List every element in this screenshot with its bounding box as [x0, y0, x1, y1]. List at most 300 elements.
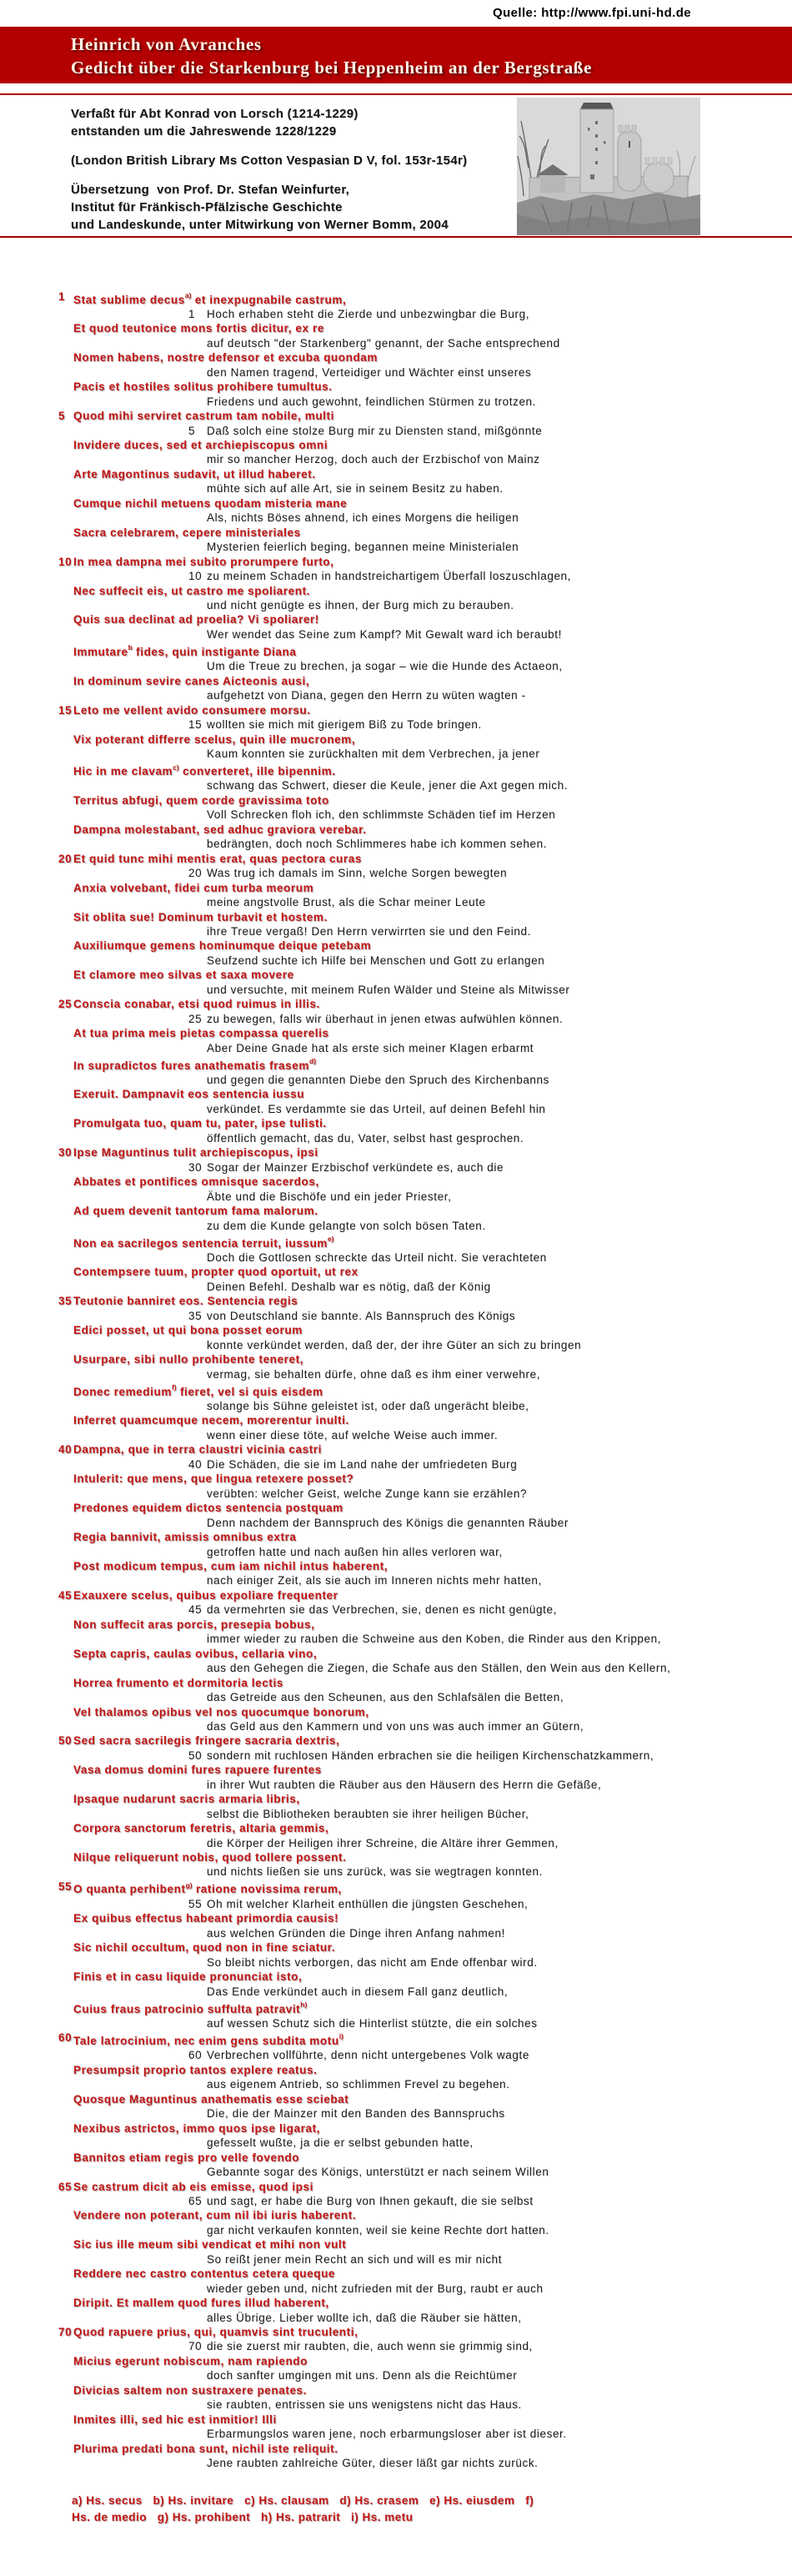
verse-text: konnte verkündet werden, daß der, der ihre Güter an sich zu bringen — [207, 1338, 582, 1351]
german-line — [0, 2427, 792, 2441]
verse-text: Bannitos etiam regis pro velle fovendo — [73, 2151, 300, 2164]
latin-line — [0, 910, 792, 924]
verse-number: 1 — [188, 307, 196, 320]
verse-number: 25 — [58, 998, 73, 1011]
verse-text: da vermehrten sie das Verbrechen, sie, denen es nicht genügte, — [207, 1603, 557, 1617]
german-line — [0, 1719, 792, 1733]
verse-text: Vel thalamos opibus vel nos quocumque bonorum, — [73, 1705, 369, 1718]
verse-number: 65 — [58, 2180, 73, 2193]
verse-text: das Getreide aus den Scheunen, aus den Schlafsälen die Betten, — [207, 1691, 564, 1704]
latin-line — [0, 1352, 792, 1366]
verse-text: Nomen habens, nostre defensor et excuba quondam — [73, 351, 378, 365]
verse-text: nach einiger Zeit, als sie auch im Inneren nichts mehr hatten, — [207, 1574, 542, 1587]
latin-line — [0, 2237, 792, 2251]
verse-text: Quod mihi serviret castrum tam nobile, multi — [73, 410, 334, 423]
verse-text: Was trug ich damals im Sinn, welche Sorgen bewegten — [207, 867, 508, 880]
latin-line — [0, 496, 792, 511]
german-line — [0, 2282, 792, 2296]
verse-text: Kaum konnten sie zurückhalten mit dem Verbrechen, ja jener — [207, 747, 540, 761]
verse-text: aus welchen Gründen die Dinge ihren Anfang nahmen! — [207, 1926, 505, 1940]
verse-text: auf wessen Schutz sich die Hinterlist stützte, die ein solches — [207, 2017, 538, 2030]
verse-number: 55 — [58, 1879, 73, 1893]
verse-number: 30 — [58, 1146, 73, 1160]
german-line — [0, 808, 792, 822]
verse-text: Immutare$^b$ fides, quin instigante Diana — [73, 643, 297, 658]
verse-text: Deinen Befehl. Deshalb war es nötig, daß der König — [207, 1280, 491, 1293]
latin-line — [0, 852, 792, 866]
verse-text: In mea dampna mei subito prorumpere furto, — [73, 555, 334, 568]
verse-text: aus den Gehegen die Ziegen, die Schafe aus den Ställen, den Wein aus den Kellern, — [207, 1662, 671, 1675]
latin-line — [0, 2121, 792, 2136]
text-line: Verfaßt für Abt Konrad von Lorsch (1214-1229) — [71, 107, 358, 121]
latin-line — [0, 2354, 792, 2368]
verse-text: verübten: welcher Geist, welche Zunge kann sie erzählen? — [207, 1487, 528, 1500]
verse-number: 10 — [58, 555, 73, 568]
latin-line — [0, 1472, 792, 1486]
verse-number: 1 — [58, 290, 66, 303]
verse-text: Sit oblita sue! Dominum turbavit et hostem. — [73, 910, 328, 923]
verse-text: gefesselt wußte, ja die er selbst gebunden hatte, — [207, 2136, 474, 2150]
verse-number: 30 — [188, 1160, 203, 1174]
german-line — [0, 2223, 792, 2237]
verse-text: Erbarmungslos waren jene, noch erbarmungsloser aber ist dieser. — [207, 2428, 567, 2441]
german-line — [0, 1632, 792, 1646]
verse-text: Exauxere scelus, quibus expoliare frequenter — [73, 1588, 338, 1602]
german-line — [0, 2252, 792, 2267]
verse-number: 35 — [58, 1295, 73, 1308]
verse-text: gar nicht verkaufen konnten, weil sie keine Rechte dort hatten. — [207, 2223, 549, 2236]
verse-text: Mysterien feierlich beging, begannen meine Ministerialen — [207, 541, 519, 554]
verse-text: Hic in me clavam$^{c)}$ converteret, ille bipennim. — [73, 762, 336, 777]
german-line — [0, 1428, 792, 1442]
verse-number: 70 — [58, 2326, 73, 2339]
latin-line — [0, 881, 792, 895]
latin-line — [0, 823, 792, 837]
latin-line — [0, 1705, 792, 1719]
verse-text: Inferret quamcumque necem, morerentur inulti. — [73, 1414, 349, 1427]
text-line: (London British Library Ms Cotton Vespasian D V, fol. 153r-154r) — [71, 153, 468, 168]
verse-text: Corpora sanctorum feretris, altaria gemmis, — [73, 1822, 329, 1835]
verse-text: Friedens und auch gewohnt, feindlichen Stürmen zu trotzen. — [207, 395, 537, 408]
verse-text: Quod rapuere prius, qui, quamvis sint truculenti, — [73, 2326, 358, 2339]
verse-text: Ipsaque nudarunt sacris armaria libris, — [73, 1793, 300, 1806]
german-line — [0, 2136, 792, 2150]
latin-line — [0, 1879, 792, 1897]
verse-text: Quosque Maguntinus anathematis esse sciebat — [73, 2092, 349, 2106]
latin-line — [0, 938, 792, 953]
verse-text: Se castrum dicit ab eis emisse, quod ipsi — [73, 2180, 313, 2193]
latin-line — [0, 1381, 792, 1399]
verse-text: Invidere duces, sed et archiepiscopus omni — [73, 439, 328, 452]
latin-line — [0, 1999, 792, 2016]
verse-text: bedrängten, doch noch Schlimmeres habe ich kommen sehen. — [207, 838, 548, 851]
footnote-marker: c) — [173, 762, 179, 772]
german-line — [0, 2194, 792, 2208]
latin-line — [0, 968, 792, 982]
poem — [0, 289, 792, 2471]
german-line — [0, 1748, 792, 1763]
verse-number: 70 — [188, 2340, 203, 2353]
latin-line — [0, 526, 792, 540]
verse-text: und versuchte, mit meinem Rufen Wälder und Steine als Mitwisser — [207, 983, 570, 996]
verse-text: Leto me vellent avido consumere morsu. — [73, 703, 311, 717]
latin-line — [0, 2063, 792, 2077]
footnote-marker: d) — [309, 1057, 317, 1066]
german-line — [0, 2339, 792, 2353]
latin-line — [0, 1821, 792, 1835]
german-line — [0, 778, 792, 792]
verse-text: Als, nichts Böses ahnend, ich eines Morgens die heiligen — [207, 511, 519, 525]
latin-line — [0, 409, 792, 423]
verse-text: und gegen die genannten Diebe den Spruch des Kirchenbanns — [207, 1074, 549, 1087]
verse-number: 45 — [188, 1603, 203, 1617]
verse-text: mir so mancher Herzog, doch auch der Erzbischof von Mainz — [207, 453, 540, 466]
verse-text: Gebannte sogar des Königs, unterstützt er nach seinem Willen — [207, 2166, 549, 2179]
verse-text: selbst die Bibliotheken beraubten sie ihrer heiligen Bücher, — [207, 1807, 529, 1820]
latin-line — [0, 641, 792, 659]
verse-number: 35 — [188, 1309, 203, 1322]
german-line — [0, 1836, 792, 1850]
latin-line — [0, 1204, 792, 1218]
verse-text: Usurpare, sibi nullo prohibente teneret, — [73, 1353, 304, 1366]
verse-text: Nec suffecit eis, ut castro me spoliarent. — [73, 584, 311, 597]
verse-number: 15 — [58, 703, 73, 717]
footnote-marker: f) — [171, 1383, 177, 1392]
verse-text: Arte Magontinus sudavit, ut illud haberet. — [73, 467, 316, 480]
verse-text: Micius egerunt nobiscum, nam rapiendo — [73, 2354, 308, 2367]
verse-text: mühte sich auf alle Art, sie in seinem Besitz zu haben. — [207, 482, 504, 496]
verse-text: Nexibus astrictos, immo quos ipse ligarat, — [73, 2121, 321, 2135]
verse-number: 40 — [188, 1457, 203, 1471]
german-line — [0, 598, 792, 612]
latin-line — [0, 2030, 792, 2048]
latin-line — [0, 2151, 792, 2165]
verse-text: vermag, sie behalten dürfe, ohne daß es ihm einer verwehre, — [207, 1367, 541, 1381]
german-line — [0, 659, 792, 673]
latin-line — [0, 1442, 792, 1457]
german-line — [0, 1690, 792, 1704]
verse-text: öffentlich gemacht, das du, Vater, selbst hast gesprochen. — [207, 1131, 524, 1145]
verse-text: Verbrechen vollführte, denn nicht untergebenes Volk wagte — [207, 2049, 529, 2062]
verse-text: Finis et in casu liquide pronunciat isto, — [73, 1970, 303, 1984]
latin-line — [0, 1850, 792, 1864]
verse-text: sondern mit ruchlosen Händen erbrachen sie die heiligen Kirchenschatzkammern, — [207, 1748, 654, 1762]
verse-text: die sie zuerst mir raubten, die, auch wenn sie grimmig sind, — [207, 2340, 533, 2353]
footnote-marker: i) — [338, 2032, 343, 2041]
german-line — [0, 837, 792, 851]
verse-text: zu dem die Kunde gelangte von solch bösen Taten. — [207, 1219, 486, 1232]
verse-text: Dampna, que in terra claustri vicinia castri — [73, 1443, 323, 1457]
latin-line — [0, 438, 792, 452]
verse-text: Diripit. Et mallem quod fures illud haberent, — [73, 2297, 329, 2310]
verse-text: Inmites illi, sed hic est inmitior! Illi — [73, 2412, 277, 2426]
latin-line — [0, 2296, 792, 2310]
latin-line — [0, 380, 792, 394]
verse-text: So reißt jener mein Recht an sich und will es mir nicht — [207, 2252, 503, 2266]
verse-text: Quis sua declinat ad proelia? Vi spoliarer! — [73, 613, 319, 626]
german-line — [0, 481, 792, 496]
verse-text: Ex quibus effectus habeant primordia causis! — [73, 1912, 339, 1925]
latin-line — [0, 1733, 792, 1748]
verse-text: Das Ende verkündet auch in diesem Fall ganz deutlich, — [207, 1985, 509, 1998]
verse-number: 5 — [188, 424, 196, 437]
german-line — [0, 717, 792, 732]
verse-number: 5 — [58, 410, 66, 423]
german-line — [0, 2397, 792, 2412]
latin-line — [0, 1265, 792, 1279]
german-line — [0, 1955, 792, 1970]
verse-text: Abbates et pontifices omnisque sacerdos, — [73, 1175, 319, 1189]
latin-line — [0, 2442, 792, 2456]
german-line — [0, 953, 792, 968]
verse-text: Die, die der Mainzer mit den Banden des Bannspruchs — [207, 2107, 505, 2121]
verse-text: wenn einer diese töte, auf welche Weise auch immer. — [207, 1428, 499, 1441]
verse-text: aufgehetzt von Diana, gegen den Herrn zu wüten wagten - — [207, 689, 526, 702]
verse-text: wollten sie mich mit gierigem Biß zu Tode bringen. — [207, 718, 482, 732]
verse-number: 20 — [188, 867, 203, 880]
verse-text: auf deutsch "der Starkenberg" genannt, der Sache entsprechend — [207, 336, 560, 350]
text-line: Übersetzung von Prof. Dr. Stefan Weinfurter, — [71, 183, 350, 197]
verse-text: Voll Schrecken floh ich, den schlimmste Schäden tief im Herzen — [207, 808, 556, 822]
footnotes — [72, 2493, 534, 2526]
german-line — [0, 627, 792, 641]
german-line — [0, 424, 792, 438]
german-line — [0, 1778, 792, 1792]
text-line: entstanden um die Jahreswende 1228/1229 — [71, 124, 337, 138]
german-line — [0, 895, 792, 909]
german-line — [0, 395, 792, 409]
verse-text: Denn nachdem der Bannspruch des Königs die genannten Räuber — [207, 1516, 569, 1529]
latin-line — [0, 1647, 792, 1661]
german-line — [0, 1102, 792, 1116]
page-title: Heinrich von Avranches — [71, 34, 262, 54]
german-line — [0, 1399, 792, 1413]
verse-text: Et quid tunc mihi mentis erat, quas pectora curas — [73, 852, 362, 865]
verse-text: Seufzend suchte ich Hilfe bei Menschen und Gott zu erlangen — [207, 953, 545, 967]
latin-line — [0, 703, 792, 717]
german-line — [0, 1131, 792, 1145]
latin-line — [0, 321, 792, 335]
verse-text: Exeruit. Dampnavit eos sentencia iussu — [73, 1088, 305, 1101]
latin-line — [0, 1294, 792, 1308]
verse-text: ihre Treue vergaß! Den Herrn verwirrten sie und den Feind. — [207, 924, 531, 938]
title-banner — [0, 27, 792, 83]
german-line — [0, 1160, 792, 1175]
german-line — [0, 866, 792, 880]
verse-text: Oh mit welcher Klarheit enthüllen die jüngsten Geschehen, — [207, 1897, 529, 1910]
latin-line — [0, 1055, 792, 1073]
verse-text: O quanta perhibent$^{g)}$ ratione novissima rerum, — [73, 1880, 342, 1896]
latin-line — [0, 1175, 792, 1189]
verse-text: schwang das Schwert, dieser die Keule, jener die Axt gegen mich. — [207, 779, 569, 792]
german-line — [0, 1661, 792, 1675]
latin-line — [0, 1618, 792, 1632]
verse-number: 50 — [58, 1734, 73, 1748]
footnote-marker: b — [128, 643, 133, 652]
german-line — [0, 924, 792, 938]
verse-number: 20 — [58, 852, 73, 865]
verse-text: doch sanfter umgingen mit uns. Denn als die Reichtümer — [207, 2369, 518, 2382]
verse-text: alles Übrige. Lieber wollte ich, daß die Räuber sie hätten, — [207, 2311, 522, 2324]
latin-line — [0, 555, 792, 569]
german-line — [0, 2077, 792, 2091]
verse-text: Vix poterant differre scelus, quin ille mucronem, — [73, 732, 356, 746]
verse-text: Intulerit: que mens, que lingua retexere posset? — [73, 1472, 354, 1486]
german-line — [0, 511, 792, 525]
verse-text: In supradictos fures anathematis frasem$^{d)}$ — [73, 1057, 317, 1072]
latin-line — [0, 1087, 792, 1101]
verse-text: Doch die Gottlosen schreckte das Urteil nicht. Sie verachteten — [207, 1250, 547, 1264]
starkenburg-photo — [517, 98, 700, 235]
verse-text: und nichts ließen sie uns zurück, was sie wegtragen konnten. — [207, 1865, 543, 1879]
german-line — [0, 365, 792, 380]
latin-line — [0, 997, 792, 1011]
german-line — [0, 983, 792, 997]
german-line — [0, 569, 792, 583]
verse-text: Hoch erhaben steht die Zierde und unbezwingbar die Burg, — [207, 307, 530, 320]
verse-text: Dampna molestabant, sed adhuc graviora verebar. — [73, 823, 367, 836]
verse-text: Ipse Maguntinus tulit archiepiscopus, ipsi — [73, 1146, 318, 1160]
german-line — [0, 1516, 792, 1530]
verse-text: zu bewegen, falls wir überhaut in jenen etwas aufwühlen können. — [207, 1012, 564, 1025]
german-line — [0, 1457, 792, 1472]
header-text-column — [71, 105, 467, 245]
verse-text: den Namen tragend, Verteidiger und Wächter einst unseres — [207, 365, 532, 379]
header-translation-block — [71, 181, 467, 234]
verse-text: Territus abfugi, quem corde gravissima toto — [73, 793, 329, 807]
german-line — [0, 336, 792, 350]
verse-text: Vendere non poterant, cum nil ibi iuris haberent. — [73, 2209, 357, 2222]
verse-text: Äbte und die Bischöfe und ein jeder Priester, — [207, 1190, 452, 1203]
german-line — [0, 1280, 792, 1294]
latin-line — [0, 1116, 792, 1130]
latin-line — [0, 1323, 792, 1337]
verse-number: 60 — [58, 2031, 73, 2045]
latin-line — [0, 1501, 792, 1515]
verse-text: So bleibt nichts verborgen, das nicht am Ende offenbar wird. — [207, 1955, 538, 1969]
german-line — [0, 1487, 792, 1501]
text-line: Hs. de medio g) Hs. prohibent h) Hs. patrarit i) Hs. metu — [72, 2511, 414, 2523]
verse-text: Contempsere tuum, propter quod oportuit, ut rex — [73, 1265, 358, 1279]
verse-text: Jene raubten zahlreiche Güter, dieser läßt gar nichts zurück. — [207, 2457, 539, 2470]
verse-text: Non suffecit aras porcis, presepia bobus, — [73, 1618, 315, 1631]
verse-text: Regia bannivit, amissis omnibus extra — [73, 1531, 297, 1544]
header-author-block — [71, 105, 467, 140]
verse-text: verkündet. Es verdammte sie das Urteil, auf deinen Befehl hin — [207, 1102, 546, 1115]
verse-text: Sacra celebrarem, cepere ministeriales — [73, 526, 301, 539]
verse-text: Cuius fraus patrocinio suffulta patravit$^{h)}$ — [73, 2000, 308, 2015]
verse-number: 40 — [58, 1443, 73, 1457]
verse-text: Sic nichil occultum, quod non in fine sciatur. — [73, 1941, 336, 1955]
german-line — [0, 747, 792, 761]
latin-line — [0, 2325, 792, 2339]
verse-text: sie raubten, entrissen sie uns wenigstens nicht das Haus. — [207, 2398, 522, 2412]
verse-text: Daß solch eine stolze Burg mir zu Diensten stand, mißgönnte — [207, 424, 543, 437]
verse-number: 65 — [188, 2194, 203, 2207]
verse-text: Promulgata tuo, quam tu, pater, ipse tulisti. — [73, 1117, 327, 1130]
verse-number: 60 — [188, 2049, 203, 2062]
latin-line — [0, 1559, 792, 1573]
german-line — [0, 307, 792, 321]
latin-line — [0, 2412, 792, 2427]
latin-line — [0, 1145, 792, 1160]
page-subtitle: Gedicht über die Starkenburg bei Heppenheim an der Bergstraße — [71, 58, 592, 78]
verse-text: Um die Treue zu brechen, ja sogar – wie die Hunde des Actaeon, — [207, 660, 563, 673]
latin-line — [0, 2092, 792, 2106]
verse-text: Et clamore meo silvas et saxa movere — [73, 969, 294, 982]
german-line — [0, 1041, 792, 1055]
footnote-marker: g) — [185, 1880, 193, 1889]
verse-text: Nilque reliquerunt nobis, quod tollere possent. — [73, 1851, 347, 1864]
text-line: Institut für Fränkisch-Pfälzische Geschichte — [71, 200, 343, 214]
verse-text: At tua prima meis pietas compassa querelis — [73, 1027, 329, 1040]
latin-line — [0, 2267, 792, 2281]
verse-text: von Deutschland sie bannte. Als Bannspruch des Königs — [207, 1309, 516, 1322]
latin-line — [0, 1530, 792, 1544]
german-line — [0, 1926, 792, 1940]
text-line: und Landeskunde, unter Mitwirkung von Werner Bomm, 2004 — [71, 218, 449, 232]
verse-text: zu meinem Schaden in handstreichartigem Überfall loszuschlagen, — [207, 570, 572, 583]
verse-text: getroffen hatte und nach außen hin alles verloren war, — [207, 1545, 503, 1558]
verse-text: Sogar der Mainzer Erzbischof verkündete es, auch die — [207, 1160, 504, 1174]
verse-text: Divicias saltem non sustraxere penates. — [73, 2383, 308, 2397]
verse-number: 45 — [58, 1588, 73, 1602]
verse-text: Predones equidem dictos sentencia postquam — [73, 1502, 343, 1515]
source-url: Quelle: http://www.fpi.uni-hd.de — [493, 6, 692, 20]
verse-text: solange bis Sühne geleistet ist, oder daß ungerächt bleibe, — [207, 1399, 529, 1412]
verse-text: Vasa domus domini fures rapuere furentes — [73, 1763, 322, 1777]
footnote-marker: a) — [184, 291, 192, 299]
verse-text: die Körper der Heiligen ihrer Schreine, die Altäre ihrer Gemmen, — [207, 1836, 559, 1849]
verse-text: Cumque nichil metuens quodam misteria mane — [73, 496, 348, 510]
german-line — [0, 2311, 792, 2325]
verse-text: Pacis et hostiles solitus prohibere tumultus. — [73, 380, 333, 394]
footnote-marker: e) — [327, 1235, 334, 1243]
german-line — [0, 2165, 792, 2179]
german-line — [0, 1309, 792, 1323]
german-line — [0, 452, 792, 466]
german-line — [0, 1367, 792, 1381]
verse-text: Post modicum tempus, cum iam nichil intus haberent, — [73, 1559, 388, 1572]
german-line — [0, 2106, 792, 2121]
german-line — [0, 1012, 792, 1026]
verse-number: 50 — [188, 1748, 203, 1762]
verse-text: Sed sacra sacrilegis fringere sacraria dextris, — [73, 1734, 340, 1748]
german-line — [0, 2016, 792, 2030]
verse-text: Stat sublime decus$^{a)}$ et inexpugnabile castrum, — [73, 291, 347, 306]
verse-number: 55 — [188, 1897, 203, 1910]
verse-text: Septa capris, caulas ovibus, cellaria vino, — [73, 1647, 318, 1660]
verse-text: in ihrer Wut raubten die Räuber aus den Häusern des Herrn die Gefäße, — [207, 1778, 602, 1791]
verse-number: 15 — [188, 718, 203, 732]
verse-text: Et quod teutonice mons fortis dicitur, ex re — [73, 322, 324, 335]
verse-text: Reddere nec castro contentus cetera queque — [73, 2267, 336, 2281]
verse-text: Tale latrocinium, nec enim gens subdita motu$^{i)}$ — [73, 2032, 343, 2047]
german-line — [0, 1250, 792, 1265]
castle-illustration — [517, 98, 700, 235]
latin-line — [0, 2180, 792, 2194]
latin-line — [0, 1676, 792, 1690]
german-line — [0, 1338, 792, 1352]
verse-text: wieder geben und, nicht zufrieden mit der Burg, raubt er auch — [207, 2282, 544, 2295]
verse-text: Anxia volvebant, fidei cum turba meorum — [73, 881, 314, 894]
latin-line — [0, 467, 792, 481]
latin-line — [0, 584, 792, 598]
verse-number: 25 — [188, 1012, 203, 1025]
verse-text: Presumpsit proprio tantos explere reatus. — [73, 2063, 318, 2076]
latin-line — [0, 1763, 792, 1777]
verse-text: Teutonie banniret eos. Sentencia regis — [73, 1295, 298, 1308]
